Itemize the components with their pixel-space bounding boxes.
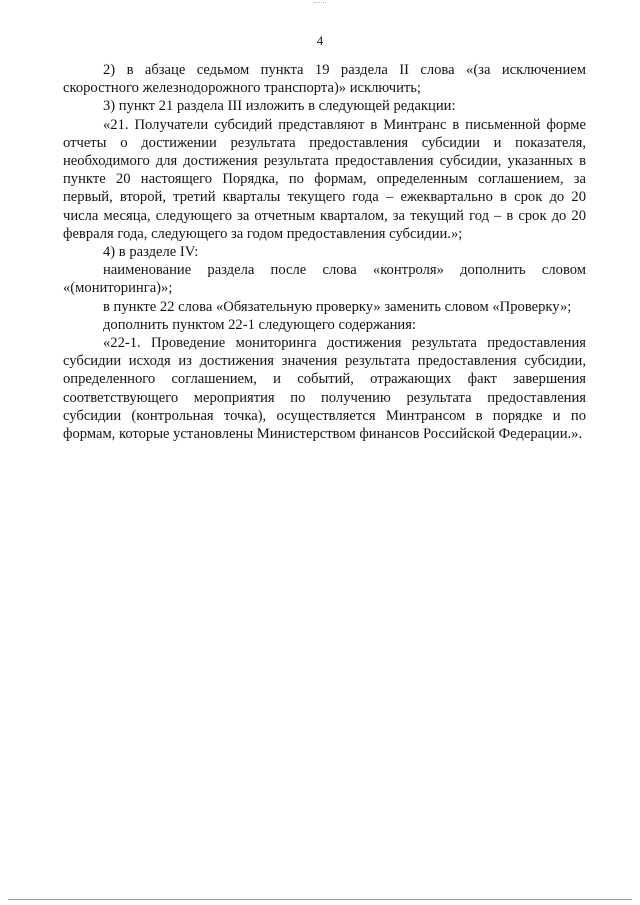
paragraph-section-title-change: наименование раздела после слова «контроля» дополнить словом «(мониторинга)»; bbox=[63, 262, 586, 297]
paragraph-point-22-change: в пункте 22 слова «Обязательную проверку» заменить словом «Проверку»; bbox=[103, 298, 572, 315]
paragraph-item-4: 4) в разделе IV: bbox=[103, 244, 199, 261]
scan-mark bbox=[314, 2, 326, 4]
paragraph-add-point: дополнить пунктом 22-1 следующего содержания: bbox=[103, 316, 416, 333]
paragraph-point-21: «21. Получатели субсидий представляют в Минтранс в письменной форме отчеты о достижении результата предоставления субсидии и показателя, необходимого для достижения результата предоставления субсидии, указанных в пункте 20 настоящего Порядка, по формам, определенным соглашением, за первый, второй, третий кварталы текущего года – ежеквартально в срок до 20 числа месяца, следующего за отчетным кварталом, за текущий год – в срок до 20 февраля года, следующего за годом предоставления субсидии.»; bbox=[63, 116, 586, 242]
page-number: 4 bbox=[316, 33, 324, 48]
paragraph-item-3: 3) пункт 21 раздела III изложить в следующей редакции: bbox=[103, 98, 456, 115]
paragraph-item-2: 2) в абзаце седьмом пункта 19 раздела II слова «(за исключением скоростного железнодорожного транспорта)» исключить; bbox=[63, 62, 586, 97]
bottom-divider bbox=[8, 899, 632, 900]
document-body bbox=[63, 61, 586, 443]
paragraph-point-22-1: «22-1. Проведение мониторинга достижения результата предоставления субсидии исходя из достижения значения результата предоставления субсидии, определенного соглашением, и событий, отражающих факт завершения соответствующего мероприятия по получению результата предоставления субсидии (контрольная точка), осуществляется Минтрансом в порядке и по формам, которые установлены Министерством финансов Российской Федерации.». bbox=[63, 335, 586, 443]
